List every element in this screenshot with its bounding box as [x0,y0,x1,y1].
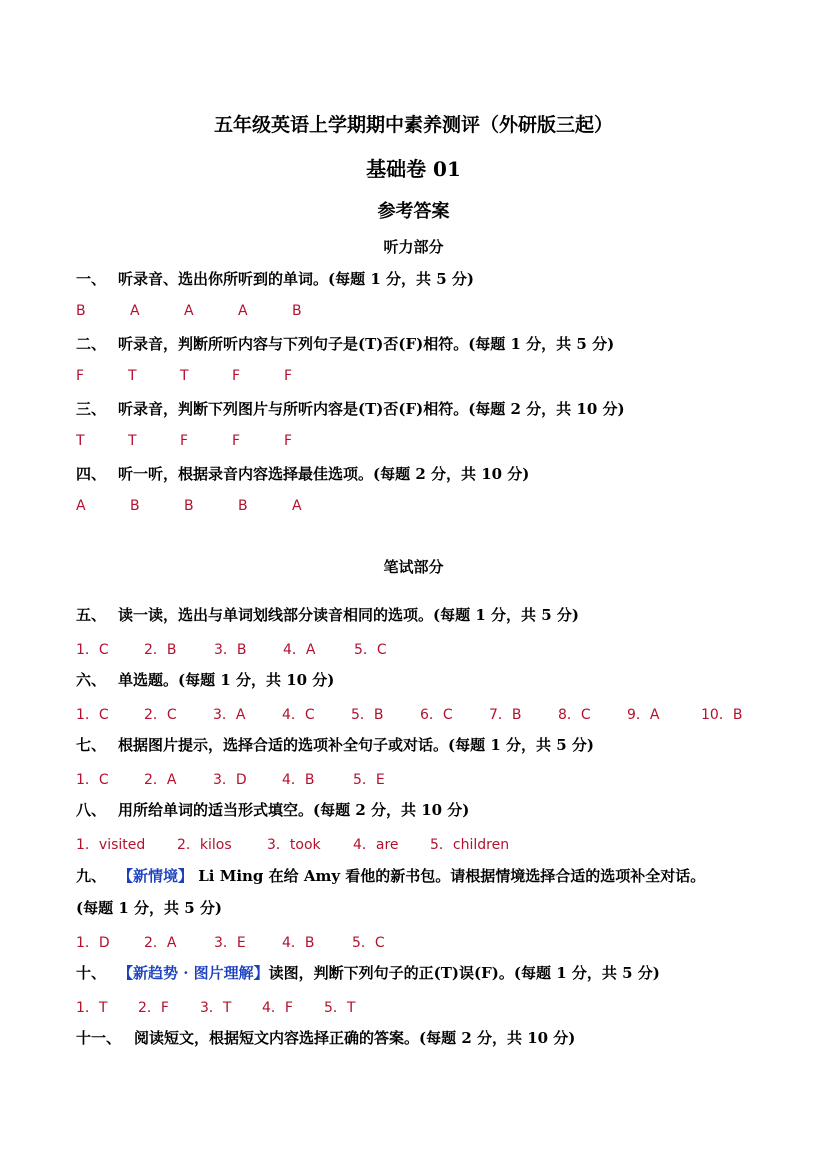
answer-item: A [292,498,302,514]
answer-item: 4．B [282,772,315,788]
answer-item: F [232,368,241,384]
answers-2 [76,368,292,384]
answer-item: F [76,368,85,384]
answer-item: A [130,303,140,319]
answers-3 [76,433,292,449]
question-number: 十、 [76,964,107,982]
answer-item: 3．B [214,642,247,658]
new-context-tag: 【新情境】 [118,867,194,885]
question-3 [76,398,625,419]
question-number: 九、 [76,867,107,885]
answer-item: 1．C [76,772,109,788]
answers-7 [76,769,385,789]
question-9-continuation: (每题 1 分，共 5 分) [76,899,222,917]
answers-9 [76,932,385,952]
answer-item: 1．T [76,1000,108,1016]
answer-item: 2．F [138,1000,169,1016]
question-text: 单选题。(每题 1 分，共 10 分) [118,671,335,689]
answer-item: 1．C [76,707,109,723]
question-number: 二、 [76,335,107,353]
question-10 [76,962,660,983]
question-text: 听录音、选出你所听到的单词。(每题 1 分，共 5 分) [118,270,474,288]
answer-item: B [184,498,194,514]
answer-item: 1．visited [76,837,146,853]
question-number: 十一、 [76,1029,122,1047]
answer-key-heading: 参考答案 [377,201,450,222]
answers-4 [76,498,302,514]
answer-item: 2．C [144,707,177,723]
question-number: 三、 [76,400,107,418]
answers-6 [76,704,742,724]
answer-item: B [238,498,248,514]
question-8 [76,799,469,820]
question-5 [76,604,579,625]
answer-item: B [76,303,86,319]
answer-item: 5．B [351,707,384,723]
answer-item: 5．T [324,1000,356,1016]
new-trend-tag: 【新趋势 · 图片理解】 [118,964,269,982]
answer-item: F [284,433,293,449]
answer-item: B [292,303,302,319]
answer-item: 3．D [213,772,247,788]
question-text: 读一读，选出与单词划线部分读音相同的选项。(每题 1 分，共 5 分) [118,606,579,624]
answer-item: 4．C [282,707,315,723]
answer-item: A [238,303,248,319]
answer-item: 3．E [214,935,246,951]
answers-10 [76,997,355,1017]
answer-item: 7．B [489,707,522,723]
answer-item: 4．F [262,1000,293,1016]
question-text: 阅读短文，根据短文内容选择正确的答案。(每题 2 分，共 10 分) [134,1029,576,1047]
question-number: 七、 [76,736,107,754]
question-text: 读图，判断下列句子的正(T)误(F)。(每题 1 分，共 5 分) [268,964,660,982]
answer-item: 10．B [701,707,743,723]
answer-item: F [180,433,189,449]
answer-item: T [128,368,137,384]
answer-item: F [284,368,293,384]
answer-item: 5．C [354,642,387,658]
question-7 [76,734,594,755]
page-subtitle: 基础卷 01 [366,157,461,181]
question-number: 八、 [76,801,107,819]
answer-item: F [232,433,241,449]
answer-item: 9．A [627,707,660,723]
answer-item: B [130,498,140,514]
answer-item: A [76,498,86,514]
answer-item: T [76,433,85,449]
answer-item: 4．B [282,935,315,951]
listening-part-title: 听力部分 [383,238,444,256]
question-6 [76,669,334,690]
question-number: 一、 [76,270,107,288]
question-1 [76,268,474,289]
answer-item: 2．kilos [177,837,232,853]
question-number: 五、 [76,606,107,624]
answers-8 [76,834,509,854]
question-11 [76,1027,575,1048]
answer-item: A [184,303,194,319]
answer-item: 5．children [430,837,510,853]
answer-item: 1．C [76,642,109,658]
answer-item: 5．E [353,772,385,788]
question-9 [76,865,705,886]
answer-item: 4．A [283,642,316,658]
page-title: 五年级英语上学期期中素养测评（外研版三起） [213,114,613,136]
writing-part-title: 笔试部分 [383,558,444,576]
answer-item: T [180,368,189,384]
answer-item: 3．A [213,707,246,723]
question-text: 用所给单词的适当形式填空。(每题 2 分，共 10 分) [118,801,470,819]
answer-item: 5．C [352,935,385,951]
answers-5 [76,639,387,659]
answer-item: 2．B [144,642,177,658]
question-2 [76,333,614,354]
answer-item: 2．A [144,772,177,788]
answer-item: 8．C [558,707,591,723]
answer-item: 4．are [353,837,399,853]
question-4 [76,463,529,484]
answer-item: 1．D [76,935,110,951]
answer-item: T [128,433,137,449]
answers-1 [76,303,302,319]
question-number: 六、 [76,671,107,689]
answer-item: 2．A [144,935,177,951]
question-text: 听录音，判断所听内容与下列句子是(T)否(F)相符。(每题 1 分，共 5 分) [118,335,615,353]
question-text: Li Ming 在给 Amy 看他的新书包。请根据情境选择合适的选项补全对话。 [198,867,706,885]
question-text: 根据图片提示，选择合适的选项补全句子或对话。(每题 1 分，共 5 分) [118,736,594,754]
question-text: 听录音，判断下列图片与所听内容是(T)否(F)相符。(每题 2 分，共 10 分) [118,400,625,418]
answer-item: 3．T [200,1000,232,1016]
question-number: 四、 [76,465,107,483]
answer-item: 6．C [420,707,453,723]
answer-item: 3．took [267,837,321,853]
question-text: 听一听，根据录音内容选择最佳选项。(每题 2 分，共 10 分) [118,465,530,483]
